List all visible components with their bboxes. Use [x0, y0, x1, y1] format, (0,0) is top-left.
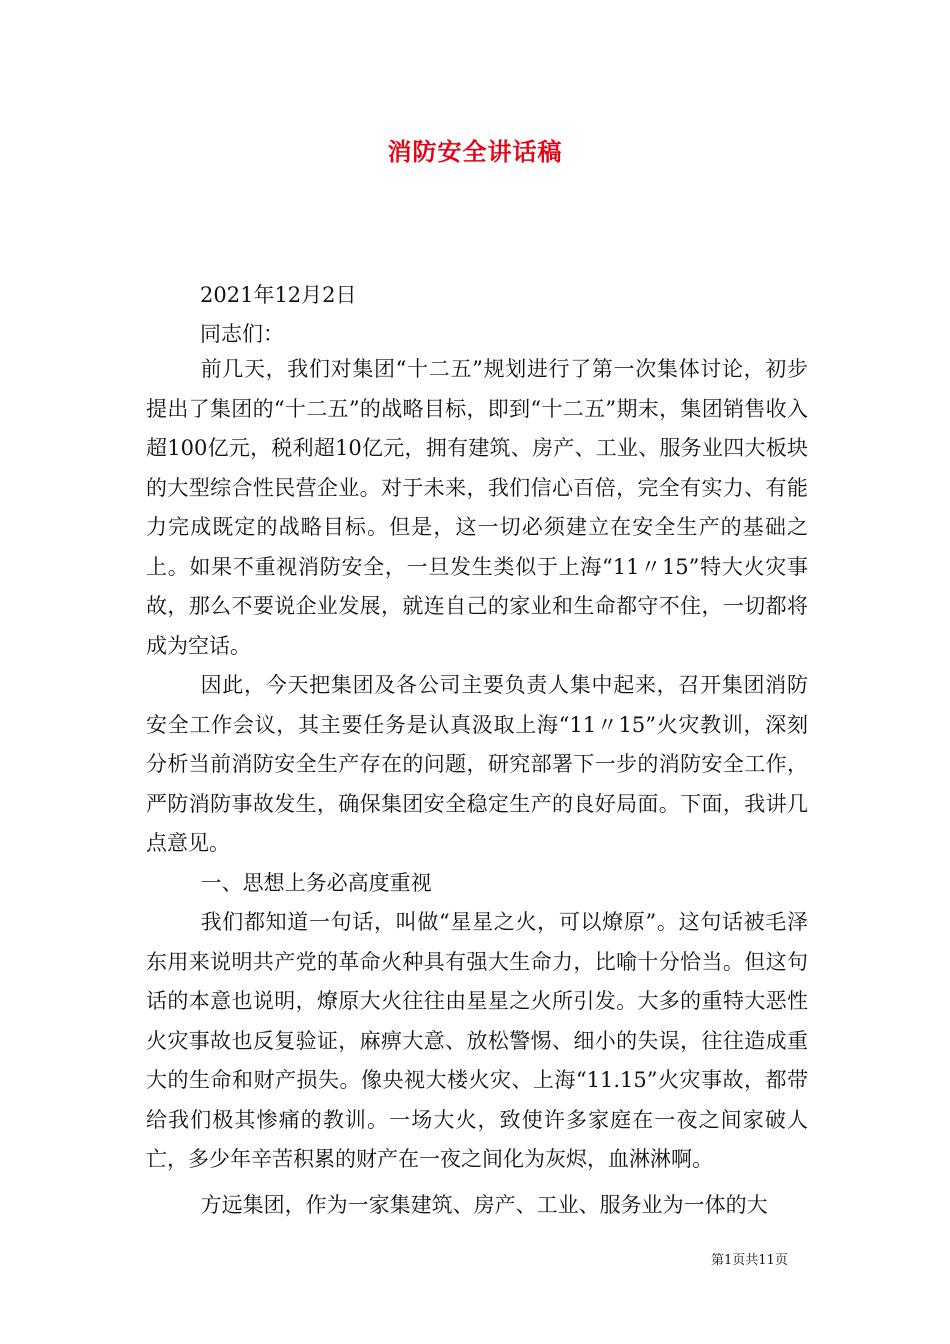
paragraph-4: 方远集团，作为一家集建筑、房产、工业、服务业为一体的大 [200, 1192, 768, 1217]
paragraph-2: 因此，今天把集团及各公司主要负责人集中起来，召开集团消防安全工作会议，其主要任务是认真汲取上海“11〃15”火灾教训，深刻分析当前消防安全生产存在的问题，研究部署下一步的消防安全工作，严防消防事故发生，确保集团安全稳定生产的良好局面。下面，我讲几点意见。 [146, 673, 808, 855]
document-body [146, 350, 808, 1225]
page-number: 第1页共11页 [711, 1253, 788, 1268]
paragraph-1: 前几天，我们对集团“十二五”规划进行了第一次集体讨论，初步提出了集团的“十二五”的战略目标，即到“十二五”期末，集团销售收入超100亿元，税利超10亿元，拥有建筑、房产、工业、服务业四大板块的大型综合性民营企业。对于未来，我们信心百倍，完全有实力、有能力完成既定的战略目标。但是，这一切必须建立在安全生产的基础之上。如果不重视消防安全，一旦发生类似于上海“11〃15”特大火灾事故，那么不要说企业发展，就连自己的家业和生命都守不住，一切都将成为空话。 [146, 357, 808, 658]
section-heading-1: 一、思想上务必高度重视 [200, 870, 432, 895]
document-date: 2021年12月2日 [200, 283, 357, 307]
paragraph-3: 我们都知道一句话，叫做“星星之火，可以燎原”。这句话被毛泽东用来说明共产党的革命火种具有强大生命力，比喻十分恰当。但这句话的本意也说明，燎原大火往往由星星之火所引发。大多的重特大恶性火灾事故也反复验证，麻痹大意、放松警惕、细小的失误，往往造成重大的生命和财产损失。像央视大楼火灾、上海“11.15”火灾事故，都带给我们极其惨痛的教训。一场大火，致使许多家庭在一夜之间家破人亡，多少年辛苦积累的财产在一夜之间化为灰烬，血淋淋啊。 [146, 910, 808, 1171]
salutation: 同志们： [200, 322, 284, 346]
document-title: 消防安全讲话稿 [387, 137, 563, 166]
